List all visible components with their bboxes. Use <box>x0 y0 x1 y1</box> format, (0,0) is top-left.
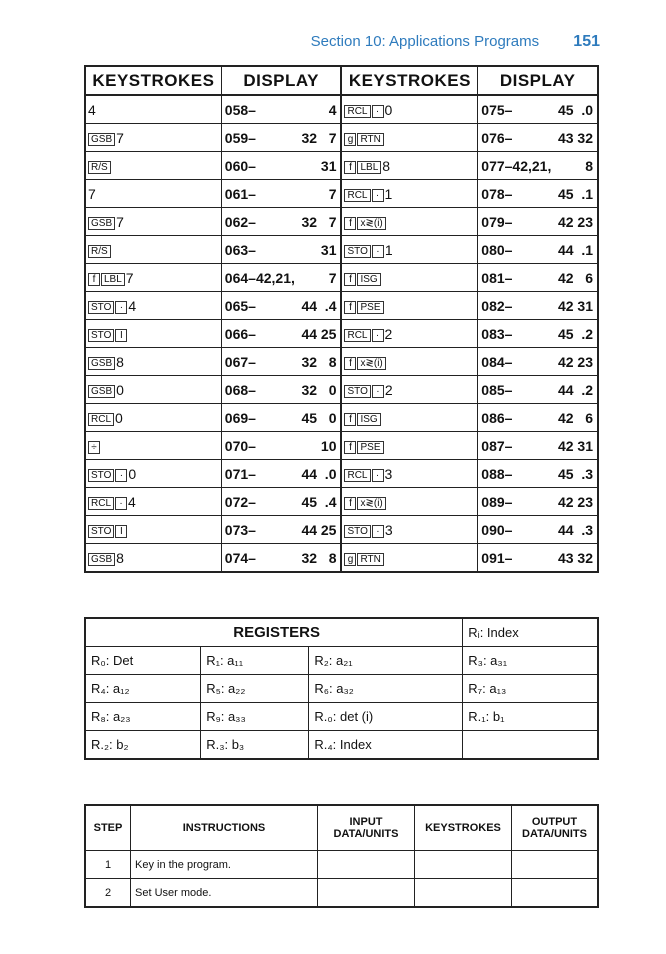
display-cell <box>221 432 341 460</box>
program-header-row <box>85 66 598 95</box>
calculator-key: STO <box>344 245 370 258</box>
key-code: 42 6 <box>557 410 593 426</box>
calculator-key: · <box>372 105 384 118</box>
line-number: 086– <box>481 410 513 426</box>
column-header: STEP <box>85 805 131 851</box>
line-number: 077–42,21, <box>481 158 552 174</box>
user-instructions-table <box>84 804 599 908</box>
line-number: 090– <box>481 522 513 538</box>
register-cell: R₆: a₃₂ <box>309 675 463 703</box>
display-cell <box>478 404 598 432</box>
table-row <box>85 376 598 404</box>
calculator-key: f <box>344 413 356 426</box>
key-code: 10 <box>320 438 337 454</box>
key-code: 32 7 <box>301 130 337 146</box>
key-code: 42 23 <box>557 354 593 370</box>
calculator-key: f <box>344 441 356 454</box>
calculator-key: · <box>372 245 384 258</box>
registers-title-row <box>85 618 598 647</box>
keystroke-cell <box>341 376 477 404</box>
line-number: 085– <box>481 382 513 398</box>
calculator-key: I <box>115 525 127 538</box>
display-cell <box>478 348 598 376</box>
key-code: 45 .2 <box>557 326 593 342</box>
key-code: 32 0 <box>301 382 337 398</box>
table-row <box>85 208 598 236</box>
register-row <box>85 647 598 675</box>
keystroke-text: 7 <box>116 213 124 230</box>
table-row <box>85 879 598 908</box>
calculator-key: x≷(i) <box>357 497 385 510</box>
table-row <box>85 348 598 376</box>
keystroke-text: 2 <box>384 325 393 342</box>
register-cell: R₂: a₂₁ <box>309 647 463 675</box>
input-cell <box>318 879 415 908</box>
calculator-key: STO <box>88 329 114 342</box>
calculator-key: LBL <box>357 161 381 174</box>
keystroke-text: 1 <box>384 241 393 258</box>
keystroke-cell <box>85 95 221 124</box>
column-header: INPUT DATA/UNITS <box>318 805 415 851</box>
calculator-key: RTN <box>357 133 383 146</box>
display-cell <box>221 516 341 544</box>
keystroke-cell <box>85 180 221 208</box>
calculator-key: GSB <box>88 133 115 146</box>
input-cell <box>318 851 415 879</box>
display-cell <box>221 124 341 152</box>
display-cell <box>478 376 598 404</box>
keystroke-cell <box>341 516 477 544</box>
keystroke-cell <box>341 208 477 236</box>
keystroke-text: 0 <box>384 101 393 118</box>
step-instruction: Key in the program. <box>131 851 318 879</box>
display-cell <box>221 180 341 208</box>
calculator-key: STO <box>88 469 114 482</box>
table-row <box>85 432 598 460</box>
line-number: 082– <box>481 298 513 314</box>
keystroke-text: 1 <box>384 185 393 202</box>
calculator-key: GSB <box>88 385 115 398</box>
line-number: 060– <box>224 158 256 174</box>
column-header: KEYSTROKES <box>341 66 477 95</box>
line-number: 080– <box>481 242 513 258</box>
column-header: KEYSTROKES <box>85 66 221 95</box>
calculator-key: f <box>344 161 356 174</box>
key-code: 44 25 <box>301 522 337 538</box>
key-code: 44 25 <box>301 326 337 342</box>
calculator-key: · <box>372 469 384 482</box>
keystroke-text: 0 <box>128 465 137 482</box>
calculator-key: RCL <box>88 497 114 510</box>
register-cell: R₃: a₃₁ <box>463 647 598 675</box>
calculator-key: x≷(i) <box>357 217 385 230</box>
calculator-key: ÷ <box>88 441 100 454</box>
keystroke-text: 2 <box>384 381 393 398</box>
register-cell: R₁: a₁₁ <box>201 647 309 675</box>
keystroke-cell <box>85 404 221 432</box>
display-cell <box>221 264 341 292</box>
calculator-key: RCL <box>344 469 370 482</box>
register-cell: R.₁: b₁ <box>463 703 598 731</box>
step-instruction: Set User mode. <box>131 879 318 908</box>
display-cell <box>221 544 341 573</box>
section-title: Section 10: Applications Programs <box>310 33 540 50</box>
calculator-key: · <box>115 497 127 510</box>
keystroke-cell <box>341 152 477 180</box>
display-cell <box>478 292 598 320</box>
step-number: 2 <box>85 879 131 908</box>
line-number: 065– <box>224 298 256 314</box>
register-cell: R₉: a₃₃ <box>201 703 309 731</box>
line-number: 059– <box>224 130 256 146</box>
keystroke-cell <box>341 488 477 516</box>
line-number: 058– <box>224 102 256 118</box>
calculator-key: f <box>88 273 100 286</box>
key-code: 44 .2 <box>557 382 593 398</box>
keystroke-cell <box>341 292 477 320</box>
line-number: 062– <box>224 214 256 230</box>
register-cell: R.₂: b₂ <box>85 731 201 760</box>
keystroke-text: 4 <box>128 493 136 510</box>
display-cell <box>221 152 341 180</box>
keystroke-cell <box>85 264 221 292</box>
calculator-key: RCL <box>344 189 370 202</box>
display-cell <box>221 236 341 264</box>
key-code: 32 8 <box>301 354 337 370</box>
key-code: 45 0 <box>301 410 337 426</box>
key-code: 45 .4 <box>301 494 337 510</box>
register-cell: R.₄: Index <box>309 731 463 760</box>
table-row <box>85 95 598 124</box>
calculator-key: PSE <box>357 301 383 314</box>
keystroke-text: 8 <box>116 549 124 566</box>
calculator-key: f <box>344 217 356 230</box>
register-cell: R.₃: b₃ <box>201 731 309 760</box>
key-code: 42 31 <box>557 298 593 314</box>
calculator-key: · <box>372 525 384 538</box>
keystroke-cell <box>341 124 477 152</box>
keystroke-text: 7 <box>125 269 134 286</box>
key-code: 42 31 <box>557 438 593 454</box>
calculator-key: · <box>372 189 384 202</box>
key-code: 42 6 <box>557 270 593 286</box>
calculator-key: ISG <box>357 413 380 426</box>
table-row <box>85 851 598 879</box>
line-number: 073– <box>224 522 256 538</box>
keystroke-cell <box>341 180 477 208</box>
key-code: 45 .3 <box>557 466 593 482</box>
keystroke-cell <box>85 516 221 544</box>
program-listing-table <box>84 65 599 573</box>
key-code: 44 .3 <box>557 522 593 538</box>
keystroke-text: 8 <box>382 157 391 174</box>
keystrokes-cell <box>415 851 512 879</box>
steps-header-row <box>85 805 598 851</box>
display-cell <box>478 544 598 573</box>
calculator-key: RCL <box>344 105 370 118</box>
register-cell <box>463 731 598 760</box>
keystroke-cell <box>85 152 221 180</box>
key-code: 45 .1 <box>557 186 593 202</box>
step-number: 1 <box>85 851 131 879</box>
calculator-key: R/S <box>88 161 111 174</box>
keystroke-cell <box>341 264 477 292</box>
key-code: 7 <box>328 186 337 202</box>
page-header <box>311 33 600 51</box>
table-row <box>85 124 598 152</box>
calculator-key: RCL <box>344 329 370 342</box>
calculator-key: ISG <box>357 273 380 286</box>
keystroke-text: 7 <box>88 185 96 202</box>
calculator-key: · <box>115 469 127 482</box>
key-code: 7 <box>328 270 337 286</box>
keystroke-cell <box>85 124 221 152</box>
keystroke-cell <box>85 236 221 264</box>
calculator-key: R/S <box>88 245 111 258</box>
table-row <box>85 152 598 180</box>
calculator-key: STO <box>88 301 114 314</box>
key-code: 8 <box>585 158 593 174</box>
keystroke-cell <box>341 348 477 376</box>
display-cell <box>221 348 341 376</box>
calculator-key: GSB <box>88 553 115 566</box>
column-header: KEYSTROKES <box>415 805 512 851</box>
display-cell <box>478 152 598 180</box>
display-cell <box>221 488 341 516</box>
display-cell <box>478 180 598 208</box>
key-code: 42 23 <box>557 214 593 230</box>
key-code: 4 <box>328 102 337 118</box>
table-row <box>85 544 598 573</box>
display-cell <box>478 432 598 460</box>
line-number: 064–42,21, <box>224 270 295 286</box>
calculator-key: · <box>115 301 127 314</box>
line-number: 089– <box>481 494 513 510</box>
table-row <box>85 320 598 348</box>
keystroke-cell <box>341 544 477 573</box>
column-header: OUTPUT DATA/UNITS <box>512 805 599 851</box>
key-code: 32 7 <box>301 214 337 230</box>
keystroke-cell <box>85 320 221 348</box>
register-row <box>85 675 598 703</box>
column-header: DISPLAY <box>221 66 341 95</box>
line-number: 066– <box>224 326 256 342</box>
calculator-key: f <box>344 497 356 510</box>
calculator-key: GSB <box>88 357 115 370</box>
page-number: 151 <box>573 33 600 50</box>
line-number: 068– <box>224 382 256 398</box>
table-row <box>85 292 598 320</box>
line-number: 074– <box>224 550 256 566</box>
keystroke-cell <box>85 544 221 573</box>
key-code: 32 8 <box>301 550 337 566</box>
keystroke-cell <box>341 236 477 264</box>
display-cell <box>478 95 598 124</box>
line-number: 067– <box>224 354 256 370</box>
keystroke-text: 3 <box>384 465 393 482</box>
display-cell <box>478 488 598 516</box>
key-code: 45 .0 <box>557 102 593 118</box>
key-code: 43 32 <box>557 550 593 566</box>
calculator-key: LBL <box>101 273 125 286</box>
keystroke-text: 0 <box>115 409 123 426</box>
register-cell: R₅: a₂₂ <box>201 675 309 703</box>
keystroke-cell <box>341 432 477 460</box>
table-row <box>85 404 598 432</box>
output-cell <box>512 879 599 908</box>
display-cell <box>478 208 598 236</box>
table-row <box>85 264 598 292</box>
calculator-key: g <box>344 553 356 566</box>
keystroke-cell <box>85 292 221 320</box>
calculator-key: · <box>372 385 384 398</box>
key-code: 31 <box>320 158 337 174</box>
display-cell <box>221 292 341 320</box>
keystroke-cell <box>85 432 221 460</box>
table-row <box>85 180 598 208</box>
line-number: 078– <box>481 186 513 202</box>
keystroke-text: 4 <box>128 297 137 314</box>
calculator-key: f <box>344 357 356 370</box>
display-cell <box>478 124 598 152</box>
line-number: 063– <box>224 242 256 258</box>
calculator-key: x≷(i) <box>357 357 385 370</box>
line-number: 084– <box>481 354 513 370</box>
calculator-key: · <box>372 329 384 342</box>
registers-title: REGISTERS <box>85 618 463 647</box>
keystroke-cell <box>85 460 221 488</box>
display-cell <box>478 460 598 488</box>
display-cell <box>221 404 341 432</box>
calculator-key: g <box>344 133 356 146</box>
keystroke-text: 4 <box>88 101 96 118</box>
calculator-key: RTN <box>357 553 383 566</box>
display-cell <box>478 320 598 348</box>
display-cell <box>221 460 341 488</box>
output-cell <box>512 851 599 879</box>
line-number: 070– <box>224 438 256 454</box>
column-header: DISPLAY <box>478 66 598 95</box>
register-cell: R₀: Det <box>85 647 201 675</box>
key-code: 44 .1 <box>557 242 593 258</box>
calculator-key: f <box>344 301 356 314</box>
line-number: 079– <box>481 214 513 230</box>
key-code: 42 23 <box>557 494 593 510</box>
display-cell <box>221 376 341 404</box>
display-cell <box>221 208 341 236</box>
line-number: 075– <box>481 102 513 118</box>
keystroke-cell <box>85 376 221 404</box>
keystroke-cell <box>85 208 221 236</box>
calculator-key: I <box>115 329 127 342</box>
line-number: 088– <box>481 466 513 482</box>
keystrokes-cell <box>415 879 512 908</box>
table-row <box>85 236 598 264</box>
column-header: INSTRUCTIONS <box>131 805 318 851</box>
calculator-key: PSE <box>357 441 383 454</box>
keystroke-cell <box>85 348 221 376</box>
table-row <box>85 516 598 544</box>
keystroke-cell <box>341 460 477 488</box>
registers-table <box>84 617 599 760</box>
register-cell: R₄: a₁₂ <box>85 675 201 703</box>
line-number: 071– <box>224 466 256 482</box>
calculator-key: GSB <box>88 217 115 230</box>
line-number: 076– <box>481 130 513 146</box>
register-row <box>85 731 598 760</box>
line-number: 061– <box>224 186 256 202</box>
keystroke-text: 3 <box>384 521 393 538</box>
keystroke-text: 8 <box>116 353 124 370</box>
key-code: 44 .0 <box>301 466 337 482</box>
display-cell <box>478 264 598 292</box>
calculator-key: STO <box>344 385 370 398</box>
keystroke-cell <box>341 404 477 432</box>
display-cell <box>221 320 341 348</box>
register-row <box>85 703 598 731</box>
register-cell: R.₀: det (i) <box>309 703 463 731</box>
table-row <box>85 488 598 516</box>
display-cell <box>478 236 598 264</box>
line-number: 081– <box>481 270 513 286</box>
line-number: 072– <box>224 494 256 510</box>
keystroke-cell <box>341 320 477 348</box>
keystroke-cell <box>85 488 221 516</box>
calculator-key: STO <box>88 525 114 538</box>
display-cell <box>221 95 341 124</box>
keystroke-text: 0 <box>116 381 124 398</box>
calculator-key: RCL <box>88 413 114 426</box>
register-cell: R₇: a₁₃ <box>463 675 598 703</box>
key-code: 31 <box>320 242 337 258</box>
register-index-label: Rᵢ: Index <box>463 618 598 647</box>
line-number: 069– <box>224 410 256 426</box>
key-code: 44 .4 <box>301 298 337 314</box>
table-row <box>85 460 598 488</box>
keystroke-text: 7 <box>116 129 124 146</box>
line-number: 083– <box>481 326 513 342</box>
register-cell: R₈: a₂₃ <box>85 703 201 731</box>
key-code: 43 32 <box>557 130 593 146</box>
keystroke-cell <box>341 95 477 124</box>
line-number: 087– <box>481 438 513 454</box>
line-number: 091– <box>481 550 513 566</box>
calculator-key: f <box>344 273 356 286</box>
display-cell <box>478 516 598 544</box>
calculator-key: STO <box>344 525 370 538</box>
program-body <box>85 95 598 572</box>
